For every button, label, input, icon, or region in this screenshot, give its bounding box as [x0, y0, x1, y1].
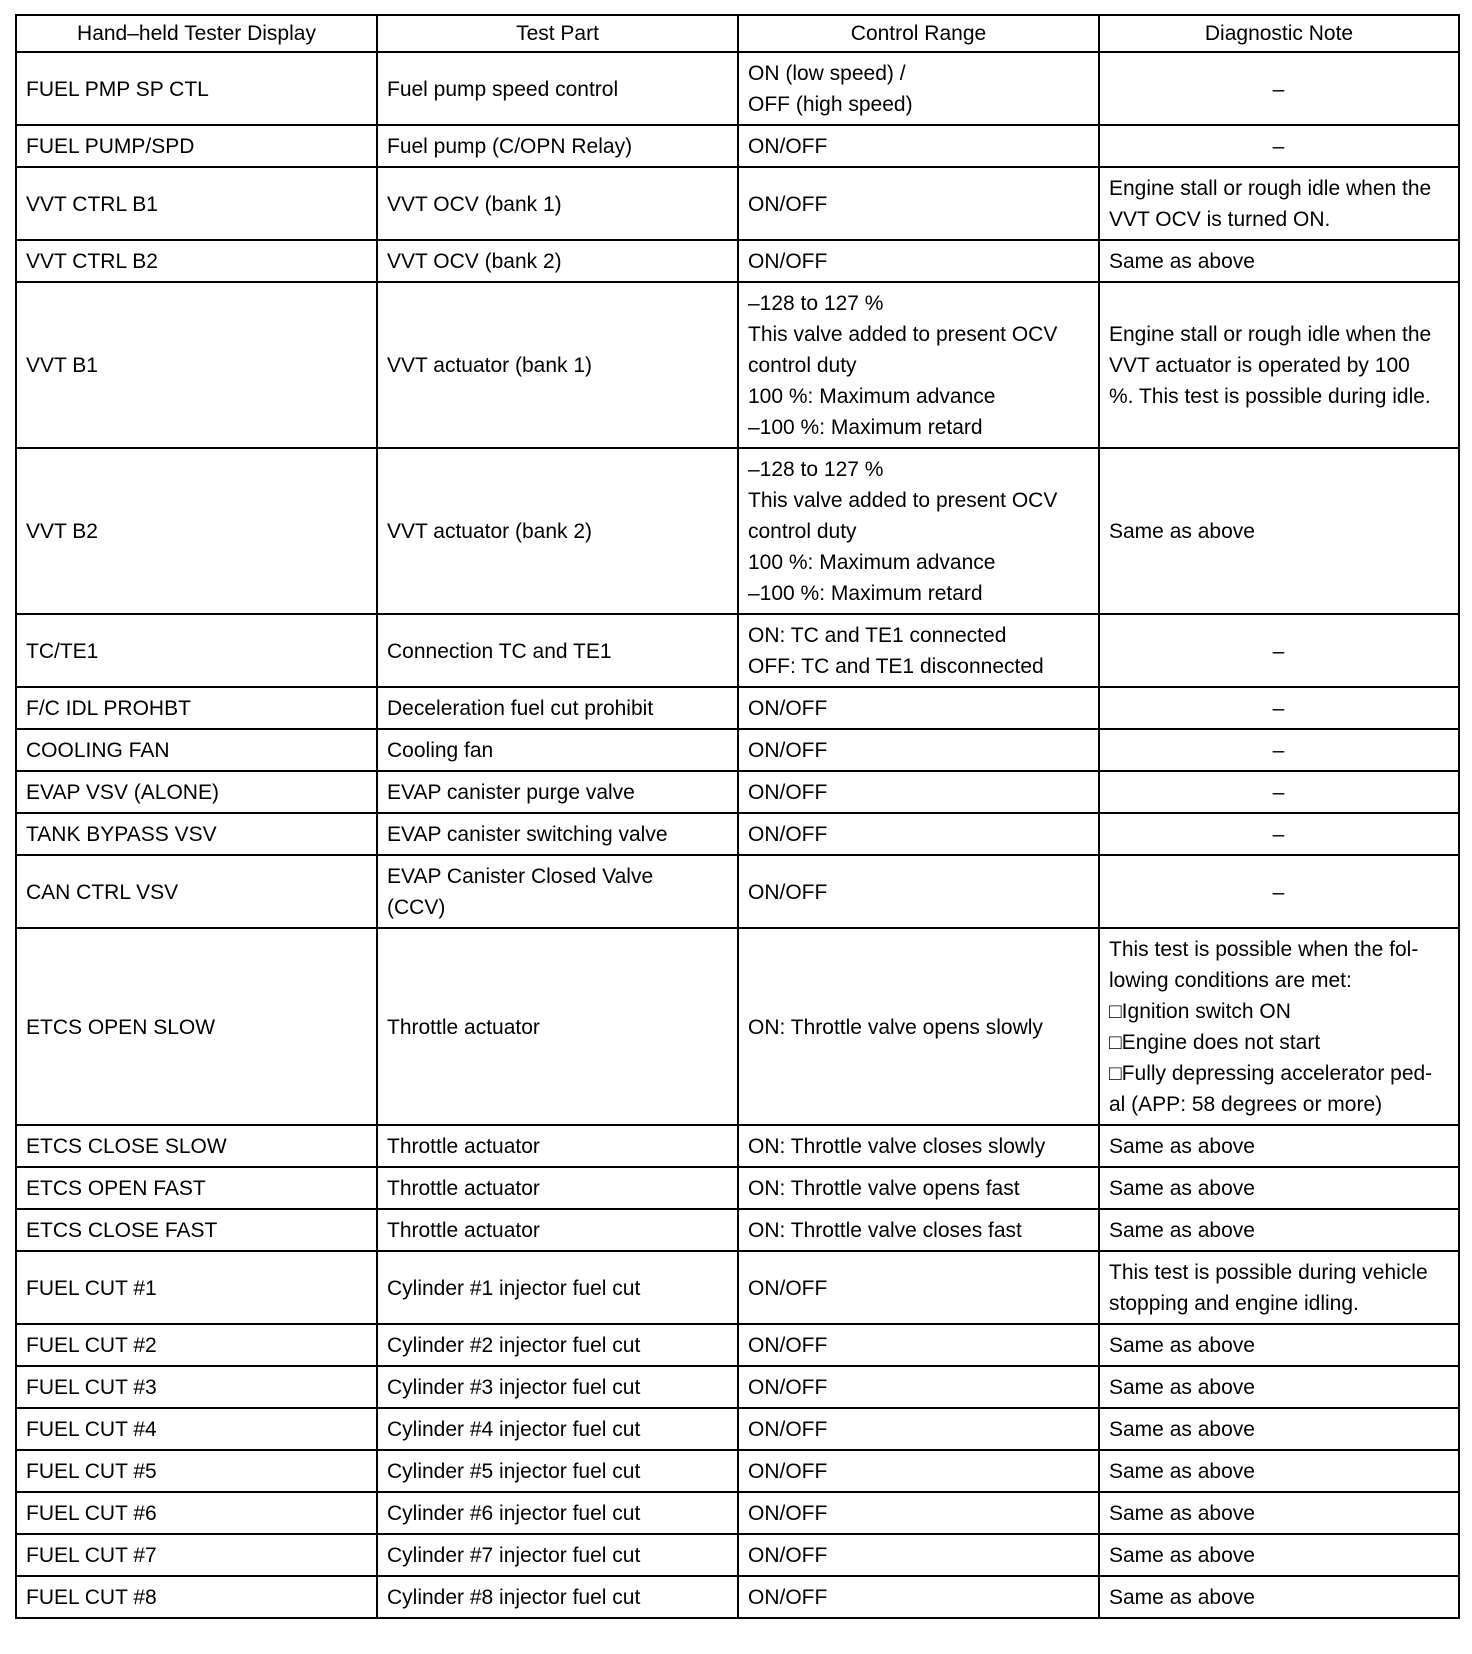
- control-range-cell: ON/OFF: [738, 855, 1099, 928]
- test-part-cell: EVAP canister purge valve: [377, 771, 738, 813]
- diagnostic-note-cell: Same as above: [1099, 1534, 1459, 1576]
- diagnostic-note-cell: Engine stall or rough idle when the VVT OCV is turned ON.: [1099, 167, 1459, 240]
- table-row: [16, 729, 1459, 771]
- test-part-cell: Fuel pump speed control: [377, 52, 738, 125]
- table-row: [16, 1167, 1459, 1209]
- tester-display-cell: VVT CTRL B2: [16, 240, 377, 282]
- control-range-cell: ON/OFF: [738, 1251, 1099, 1324]
- tester-display-cell: ETCS OPEN FAST: [16, 1167, 377, 1209]
- tester-display-cell: ETCS CLOSE SLOW: [16, 1125, 377, 1167]
- diagnostic-note-cell: Same as above: [1099, 1576, 1459, 1618]
- table-row: [16, 1408, 1459, 1450]
- diagnostic-note-cell: –: [1099, 52, 1459, 125]
- control-range-cell: ON: Throttle valve opens fast: [738, 1167, 1099, 1209]
- tester-display-cell: FUEL CUT #6: [16, 1492, 377, 1534]
- control-range-cell: ON/OFF: [738, 729, 1099, 771]
- tester-display-cell: ETCS CLOSE FAST: [16, 1209, 377, 1251]
- diagnostic-note-cell: Same as above: [1099, 1450, 1459, 1492]
- test-part-cell: Cylinder #6 injector fuel cut: [377, 1492, 738, 1534]
- test-part-cell: Cylinder #7 injector fuel cut: [377, 1534, 738, 1576]
- control-range-cell: ON/OFF: [738, 167, 1099, 240]
- control-range-cell: ON: Throttle valve closes fast: [738, 1209, 1099, 1251]
- table-row: [16, 687, 1459, 729]
- test-part-cell: Cylinder #5 injector fuel cut: [377, 1450, 738, 1492]
- column-header: Hand–held Tester Display: [16, 15, 377, 52]
- diagnostic-note-cell: Same as above: [1099, 1492, 1459, 1534]
- tester-display-cell: VVT B1: [16, 282, 377, 448]
- test-part-cell: EVAP canister switching valve: [377, 813, 738, 855]
- test-part-cell: VVT actuator (bank 2): [377, 448, 738, 614]
- test-part-cell: Deceleration fuel cut prohibit: [377, 687, 738, 729]
- diagnostic-note-cell: Same as above: [1099, 448, 1459, 614]
- tester-display-cell: FUEL CUT #1: [16, 1251, 377, 1324]
- test-part-cell: Cylinder #1 injector fuel cut: [377, 1251, 738, 1324]
- tester-display-cell: TANK BYPASS VSV: [16, 813, 377, 855]
- tester-display-cell: VVT CTRL B1: [16, 167, 377, 240]
- diagnostic-note-cell: Same as above: [1099, 1209, 1459, 1251]
- test-part-cell: Cooling fan: [377, 729, 738, 771]
- table-row: [16, 1125, 1459, 1167]
- test-part-cell: Cylinder #3 injector fuel cut: [377, 1366, 738, 1408]
- column-header: Control Range: [738, 15, 1099, 52]
- diagnostic-note-cell: –: [1099, 813, 1459, 855]
- test-part-cell: Cylinder #4 injector fuel cut: [377, 1408, 738, 1450]
- test-part-cell: Throttle actuator: [377, 1125, 738, 1167]
- table-row: [16, 52, 1459, 125]
- diagnostic-note-cell: This test is possible during vehicle stopping and engine idling.: [1099, 1251, 1459, 1324]
- table-row: [16, 614, 1459, 687]
- test-part-cell: Throttle actuator: [377, 928, 738, 1125]
- table-row: [16, 1366, 1459, 1408]
- table-row: [16, 1492, 1459, 1534]
- control-range-cell: ON: Throttle valve closes slowly: [738, 1125, 1099, 1167]
- table-header-row: [16, 15, 1459, 52]
- diagnostic-note-cell: Same as above: [1099, 1366, 1459, 1408]
- tester-display-cell: ETCS OPEN SLOW: [16, 928, 377, 1125]
- tester-display-cell: VVT B2: [16, 448, 377, 614]
- control-range-cell: ON/OFF: [738, 687, 1099, 729]
- table-row: [16, 1209, 1459, 1251]
- table-row: [16, 1251, 1459, 1324]
- table-row: [16, 1324, 1459, 1366]
- diagnostic-note-cell: –: [1099, 771, 1459, 813]
- tester-display-cell: F/C IDL PROHBT: [16, 687, 377, 729]
- test-part-cell: VVT OCV (bank 2): [377, 240, 738, 282]
- diagnostic-note-cell: Engine stall or rough idle when the VVT actuator is operated by 100 %. This test is possible during idle.: [1099, 282, 1459, 448]
- table-row: [16, 167, 1459, 240]
- control-range-cell: ON/OFF: [738, 1534, 1099, 1576]
- tester-display-cell: FUEL CUT #7: [16, 1534, 377, 1576]
- tester-display-cell: FUEL CUT #3: [16, 1366, 377, 1408]
- control-range-cell: ON/OFF: [738, 125, 1099, 167]
- tester-display-cell: CAN CTRL VSV: [16, 855, 377, 928]
- control-range-cell: –128 to 127 % This valve added to present OCV control duty 100 %: Maximum advance –100 %: Maximum retard: [738, 282, 1099, 448]
- tester-display-cell: FUEL CUT #5: [16, 1450, 377, 1492]
- control-range-cell: ON/OFF: [738, 1324, 1099, 1366]
- test-part-cell: VVT OCV (bank 1): [377, 167, 738, 240]
- control-range-cell: ON: Throttle valve opens slowly: [738, 928, 1099, 1125]
- control-range-cell: ON/OFF: [738, 1576, 1099, 1618]
- tester-display-cell: COOLING FAN: [16, 729, 377, 771]
- table-row: [16, 813, 1459, 855]
- diagnostic-note-cell: –: [1099, 125, 1459, 167]
- control-range-cell: ON/OFF: [738, 1492, 1099, 1534]
- table-row: [16, 282, 1459, 448]
- tester-display-cell: FUEL CUT #8: [16, 1576, 377, 1618]
- diagnostic-note-cell: Same as above: [1099, 240, 1459, 282]
- table-row: [16, 1534, 1459, 1576]
- diagnostic-note-cell: –: [1099, 614, 1459, 687]
- control-range-cell: ON: TC and TE1 connected OFF: TC and TE1 disconnected: [738, 614, 1099, 687]
- diagnostic-note-cell: Same as above: [1099, 1125, 1459, 1167]
- control-range-cell: ON/OFF: [738, 771, 1099, 813]
- table-row: [16, 125, 1459, 167]
- test-part-cell: Cylinder #8 injector fuel cut: [377, 1576, 738, 1618]
- diagnostic-note-cell: –: [1099, 855, 1459, 928]
- control-range-cell: ON (low speed) / OFF (high speed): [738, 52, 1099, 125]
- control-range-cell: ON/OFF: [738, 813, 1099, 855]
- table-row: [16, 240, 1459, 282]
- tester-display-cell: TC/TE1: [16, 614, 377, 687]
- diagnostic-note-cell: This test is possible when the fol- lowing conditions are met: □Ignition switch ON □Engine does not start □Fully depressing accelerator ped- al (APP: 58 degrees or more): [1099, 928, 1459, 1125]
- test-part-cell: VVT actuator (bank 1): [377, 282, 738, 448]
- table-row: [16, 771, 1459, 813]
- test-part-cell: Fuel pump (C/OPN Relay): [377, 125, 738, 167]
- table-row: [16, 928, 1459, 1125]
- tester-display-cell: EVAP VSV (ALONE): [16, 771, 377, 813]
- control-range-cell: –128 to 127 % This valve added to present OCV control duty 100 %: Maximum advance –100 %: Maximum retard: [738, 448, 1099, 614]
- control-range-cell: ON/OFF: [738, 1408, 1099, 1450]
- control-range-cell: ON/OFF: [738, 1366, 1099, 1408]
- diagnostic-note-cell: Same as above: [1099, 1408, 1459, 1450]
- table-row: [16, 855, 1459, 928]
- diagnostic-note-cell: Same as above: [1099, 1324, 1459, 1366]
- table-row: [16, 448, 1459, 614]
- tester-display-cell: FUEL PUMP/SPD: [16, 125, 377, 167]
- diagnostic-note-cell: –: [1099, 729, 1459, 771]
- test-part-cell: Cylinder #2 injector fuel cut: [377, 1324, 738, 1366]
- tester-display-cell: FUEL CUT #2: [16, 1324, 377, 1366]
- table-row: [16, 1576, 1459, 1618]
- test-part-cell: Throttle actuator: [377, 1209, 738, 1251]
- diagnostic-note-cell: –: [1099, 687, 1459, 729]
- diagnostic-note-cell: Same as above: [1099, 1167, 1459, 1209]
- test-part-cell: Throttle actuator: [377, 1167, 738, 1209]
- control-range-cell: ON/OFF: [738, 240, 1099, 282]
- tester-display-cell: FUEL PMP SP CTL: [16, 52, 377, 125]
- control-range-cell: ON/OFF: [738, 1450, 1099, 1492]
- test-part-cell: Connection TC and TE1: [377, 614, 738, 687]
- test-part-cell: EVAP Canister Closed Valve (CCV): [377, 855, 738, 928]
- tester-display-cell: FUEL CUT #4: [16, 1408, 377, 1450]
- column-header: Diagnostic Note: [1099, 15, 1459, 52]
- column-header: Test Part: [377, 15, 738, 52]
- table-row: [16, 1450, 1459, 1492]
- active-test-table: [15, 14, 1460, 1619]
